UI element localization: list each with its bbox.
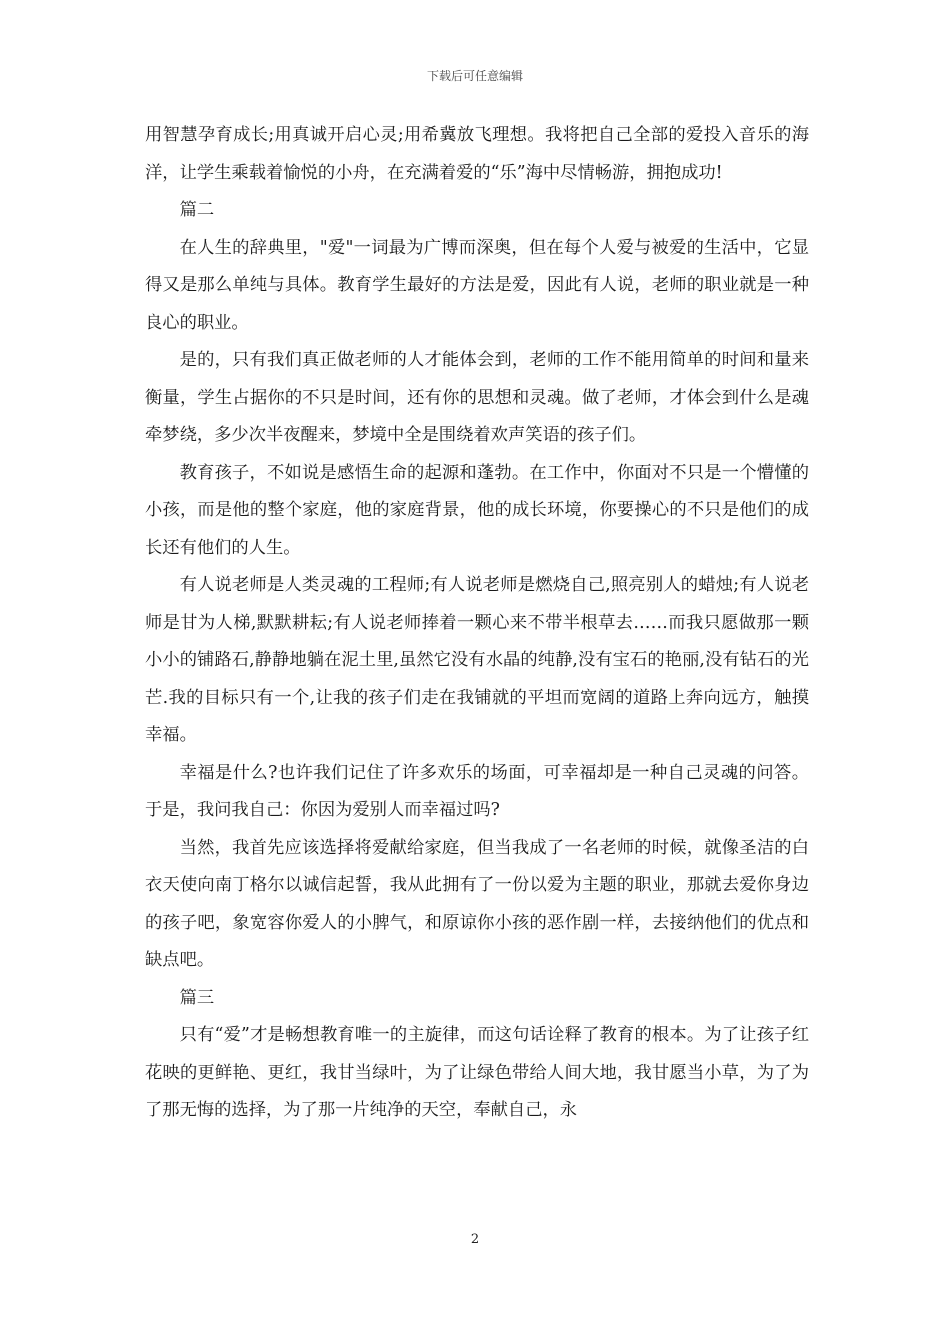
- document-body: [145, 117, 809, 1130]
- paragraph: 当然，我首先应该选择将爱献给家庭，但当我成了一名老师的时候，就像圣洁的白衣天使向南丁格尔以诚信起誓，我从此拥有了一份以爱为主题的职业，那就去爱你身边的孩子吧，象宽容你爱人的小脾气，和原谅你小孩的恶作剧一样，去接纳他们的优点和缺点吧。: [145, 837, 809, 970]
- page-header: 下载后可任意编辑: [426, 69, 523, 83]
- paragraph: 是的，只有我们真正做老师的人才能体会到，老师的工作不能用简单的时间和量来衡量，学生占据你的不只是时间，还有你的思想和灵魂。做了老师，才体会到什么是魂牵梦绕，多少次半夜醒来，梦境中全是围绕着欢声笑语的孩子们。: [145, 350, 809, 445]
- paragraph: 只有“爱”才是畅想教育唯一的主旋律，而这句话诠释了教育的根本。为了让孩子红花映的更鲜艳、更红，我甘当绿叶，为了让绿色带给人间大地，我甘愿当小草，为了为了那无悔的选择，为了那一片纯净的天空，奉献自己，永: [145, 1025, 809, 1120]
- paragraph: 在人生的辞典里，"爱"一词最为广博而深奥，但在每个人爱与被爱的生活中，它显得又是那么单纯与具体。教育学生最好的方法是爱，因此有人说，老师的职业就是一种良心的职业。: [145, 237, 809, 333]
- paragraph: 有人说老师是人类灵魂的工程师;有人说老师是燃烧自己,照亮别人的蜡烛;有人说老师是甘为人梯,默默耕耘;有人说老师捧着一颗心来不带半根草去……而我只愿做那一颗小小的铺路石,静静地躺在泥土里,虽然它没有水晶的纯静,没有宝石的艳丽,没有钻石的光芒.我的目标只有一个,让我的孩子们走在我铺就的平坦而宽阔的道路上奔向远方，触摸幸福。: [145, 575, 809, 745]
- paragraph: 幸福是什么?也许我们记住了许多欢乐的场面，可幸福却是一种自己灵魂的问答。于是，我问我自己：你因为爱别人而幸福过吗?: [145, 762, 809, 820]
- paragraph-continuation: 用智慧孕育成长;用真诚开启心灵;用希冀放飞理想。我将把自己全部的爱投入音乐的海洋，让学生乘载着愉悦的小舟，在充满着爱的“乐”海中尽情畅游，拥抱成功!: [145, 125, 809, 183]
- paragraph: 教育孩子，不如说是感悟生命的起源和蓬勃。在工作中，你面对不只是一个懵懂的小孩，而是他的整个家庭，他的家庭背景，他的成长环境，你要操心的不只是他们的成长还有他们的人生。: [145, 462, 809, 558]
- section-heading-3: 篇三: [179, 987, 215, 1008]
- section-heading-2: 篇二: [179, 200, 215, 220]
- page-number: 2: [470, 1232, 480, 1247]
